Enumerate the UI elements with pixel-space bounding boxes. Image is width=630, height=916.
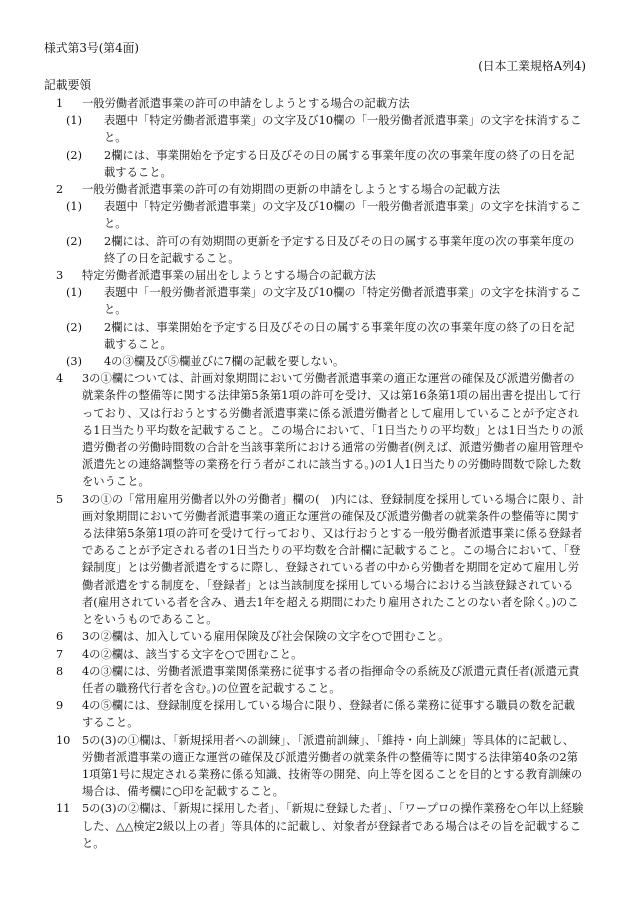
sub-item-number: (2) <box>66 234 83 248</box>
sub-item-number: (1) <box>66 200 83 214</box>
instruction-paragraph <box>44 697 584 731</box>
sub-item <box>44 284 584 318</box>
sub-item <box>44 233 584 267</box>
sub-item-text: 2欄には、事業開始を予定する日及びその日の属する事業年度の次の事業年度の終了の日を記載すること。 <box>104 320 575 351</box>
instruction-paragraph <box>44 491 584 629</box>
paragraph-text: 4の②欄は、該当する文字を○で囲むこと。 <box>82 647 303 661</box>
paragraph-number: 9 <box>56 699 64 713</box>
paragraph-number: 10 <box>56 733 71 747</box>
sub-item <box>44 198 584 232</box>
item-number: 3 <box>56 269 64 283</box>
sub-item <box>44 147 584 181</box>
sub-item-number: (1) <box>66 286 83 300</box>
section-heading: 記載要領 <box>44 78 92 92</box>
sub-item-number: (1) <box>66 114 83 128</box>
instruction-paragraph <box>44 663 584 697</box>
instruction-paragraph <box>44 732 584 801</box>
paragraph-text: 3の①の「常用雇用労働者以外の労働者」欄の( )内には、登録制度を採用している場合に限り、計画対象期間において労働者派遣事業の適正な運営の確保及び派遣労働者の就業条件の整備等に関する法律第5条第1項の許可を受けて行っており、又は行おうとする一般労働者派遣事業に係る登録者であることが予定される者の1日当たりの平均数を合計欄に記載すること。この場合において、「登録制度」とは労働者派遣をするに際し、登録されている者の中から労働者を期間を定めて雇用し労働者派遣をする制度を、「登録者」とは当該制度を採用している場合における当該登録されている者(雇用されている者を含み、過去1年を超える期間にわたり雇用されたことのない者を除く。)のことをいうものであること。 <box>82 492 584 627</box>
instruction-paragraph <box>44 800 584 852</box>
sub-item-text: 表題中「特定労働者派遣事業」の文字及び10欄の「一般労働者派遣事業」の文字を抹消すること。 <box>104 114 582 145</box>
instructions-body <box>44 95 584 852</box>
sub-item-number: (2) <box>66 320 83 334</box>
sub-item-text: 2欄には、許可の有効期間の更新を予定する日及びその日の属する事業年度の次の事業年度の終了の日を記載すること。 <box>104 234 575 265</box>
sub-item <box>44 112 584 146</box>
paragraph-text: 3の②欄は、加入している雇用保険及び社会保険の文字を○で囲むこと。 <box>82 630 450 644</box>
instruction-paragraph <box>44 370 584 490</box>
instruction-paragraph <box>44 646 584 663</box>
item-text: 一般労働者派遣事業の許可の申請をしようとする場合の記載方法 <box>82 97 410 110</box>
sub-item <box>44 353 584 370</box>
item-text: 一般労働者派遣事業の許可の有効期間の更新の申請をしようとする場合の記載方法 <box>82 183 500 197</box>
paragraph-text: 5の(3)の①欄は、「新規採用者への訓練」、「派遣前訓練」、「維持・向上訓練」等具体的に記載し、労働者派遣事業の適正な運営の確保及び派遣労働者の就業条件の整備等に関する法律第40条の2第1項第1号に規定される業務に係る知識、技術等の開発、向上等を図ることを目的とする教育訓練の場合は、備考欄に○印を記載すること。 <box>82 733 583 799</box>
instruction-item <box>44 181 584 198</box>
paragraph-number: 7 <box>56 647 64 661</box>
sub-item-text: 表題中「一般労働者派遣事業」の文字及び10欄の「特定労働者派遣事業」の文字を抹消すること。 <box>104 286 582 317</box>
paragraph-number: 5 <box>56 492 64 506</box>
paragraph-text: 5の(3)の②欄は、「新規に採用した者」、「新規に登録した者」、「ワープロの操作業務を○年以上経験した、△△検定2級以上の者」等具体的に記載し、対象者が登録者である場合はその旨を記載すること。 <box>82 802 584 850</box>
instruction-paragraph <box>44 628 584 645</box>
sub-item-text: 2欄には、事業開始を予定する日及びその日の属する事業年度の次の事業年度の終了の日を記載すること。 <box>104 148 575 179</box>
paper-spec: (日本工業規格A列4) <box>478 59 586 73</box>
item-number: 1 <box>56 97 64 110</box>
sub-item-number: (3) <box>66 355 83 369</box>
paragraph-number: 4 <box>56 372 64 386</box>
item-text: 特定労働者派遣事業の届出をしようとする場合の記載方法 <box>82 269 376 283</box>
paragraph-text: 4の⑤欄には、登録制度を採用している場合に限り、登録者に係る業務に従事する職員の数を記載すること。 <box>82 699 575 730</box>
instruction-item <box>44 95 584 112</box>
instruction-item <box>44 267 584 284</box>
paragraph-number: 8 <box>56 664 64 678</box>
sub-item <box>44 319 584 353</box>
paragraph-text: 4の③欄には、労働者派遣事業関係業務に従事する者の指揮命令の系統及び派遣元責任者(派遣元責任者の職務代行者を含む。)の位置を記載すること。 <box>82 664 580 695</box>
paragraph-number: 11 <box>56 802 71 816</box>
sub-item-number: (2) <box>66 148 83 162</box>
sub-item-text: 表題中「特定労働者派遣事業」の文字及び10欄の「一般労働者派遣事業」の文字を抹消すること。 <box>104 200 582 231</box>
paragraph-text: 3の①欄については、計画対象期間において労働者派遣事業の適正な運営の確保及び派遣労働者の就業条件の整備等に関する法律第5条第1項の許可を受け、又は第16条第1項の届出書を提出して行っており、又は行おうとする労働者派遣事業に係る派遣労働者として雇用していることが予定される1日当たり平均数を記載すること。この場合において、「1日当たりの平均数」とは1日当たりの派遣労働者の労働時間数の合計を当該事業所における通常の労働者(例えば、派遣労働者の雇用管理や派遣先との連絡調整等の業務を行う者がこれに該当する。)の1人1日当たりの労働時間数で除した数をいうこと。 <box>82 372 584 489</box>
sub-item-text: 4の③欄及び⑤欄並びに7欄の記載を要しない。 <box>104 355 345 369</box>
form-title: 様式第3号(第4面) <box>44 41 139 55</box>
item-number: 2 <box>56 183 64 197</box>
paragraph-number: 6 <box>56 630 64 644</box>
